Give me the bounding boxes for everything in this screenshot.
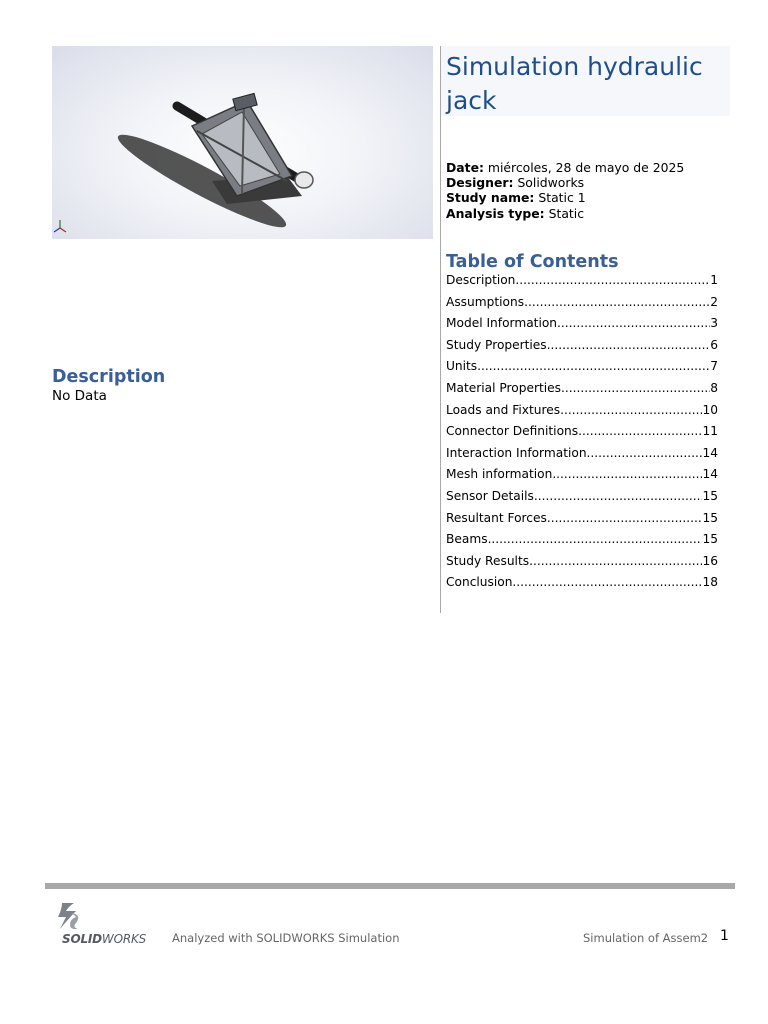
solidworks-logo: SOLIDWORKS xyxy=(52,899,156,947)
toc-item-material-properties[interactable]: Material Properties ..... 8 xyxy=(446,381,718,403)
footer-rule xyxy=(45,883,735,889)
toc-item-model-information[interactable]: Model Information ..... 3 xyxy=(446,316,718,338)
toc-item-study-results[interactable]: Study Results ..... 16 xyxy=(446,554,718,576)
toc-item-description[interactable]: Description ..... 1 xyxy=(446,273,718,295)
footer-simulation-of: Simulation of Assem2 xyxy=(583,931,709,945)
table-of-contents xyxy=(446,273,718,597)
toc-item-sensor-details[interactable]: Sensor Details ..... 15 xyxy=(446,489,718,511)
meta-analysis-type: Analysis type: Static xyxy=(446,205,585,221)
toc-item-beams[interactable]: Beams ..... 15 xyxy=(446,532,718,554)
report-meta xyxy=(446,160,684,221)
toc-item-resultant-forces[interactable]: Resultant Forces ..... 15 xyxy=(446,511,718,533)
model-render-image xyxy=(52,46,433,239)
toc-item-study-properties[interactable]: Study Properties ..... 6 xyxy=(446,338,718,360)
meta-designer: Designer: Solidworks xyxy=(446,175,585,191)
description-body: No Data xyxy=(52,388,107,404)
toc-item-connector-definitions[interactable]: Connector Definitions ..... 11 xyxy=(446,424,718,446)
toc-item-interaction-information[interactable]: Interaction Information ..... 14 xyxy=(446,446,718,468)
toc-heading: Table of Contents xyxy=(446,252,619,272)
toc-item-conclusion[interactable]: Conclusion ..... 18 xyxy=(446,575,718,597)
toc-item-loads-and-fixtures[interactable]: Loads and Fixtures ..... 10 xyxy=(446,403,718,425)
toc-item-assumptions[interactable]: Assumptions ..... 2 xyxy=(446,295,718,317)
meta-date: Date: miércoles, 28 de mayo de 2025 xyxy=(446,160,685,175)
report-title: Simulation hydraulic jack xyxy=(446,52,703,115)
footer-analyzed-text: Analyzed with SOLIDWORKS Simulation xyxy=(172,931,400,945)
title-box xyxy=(441,46,730,116)
axis-triad-icon xyxy=(54,220,66,232)
page-number: 1 xyxy=(720,928,729,944)
scissor-jack-render xyxy=(52,46,433,239)
description-heading: Description xyxy=(52,367,166,387)
column-divider xyxy=(440,46,441,613)
ds-logo-icon xyxy=(52,899,86,933)
toc-item-mesh-information[interactable]: Mesh information ..... 14 xyxy=(446,467,718,489)
meta-study-name: Study name: Static 1 xyxy=(446,190,586,206)
toc-item-units[interactable]: Units ..... 7 xyxy=(446,359,718,381)
